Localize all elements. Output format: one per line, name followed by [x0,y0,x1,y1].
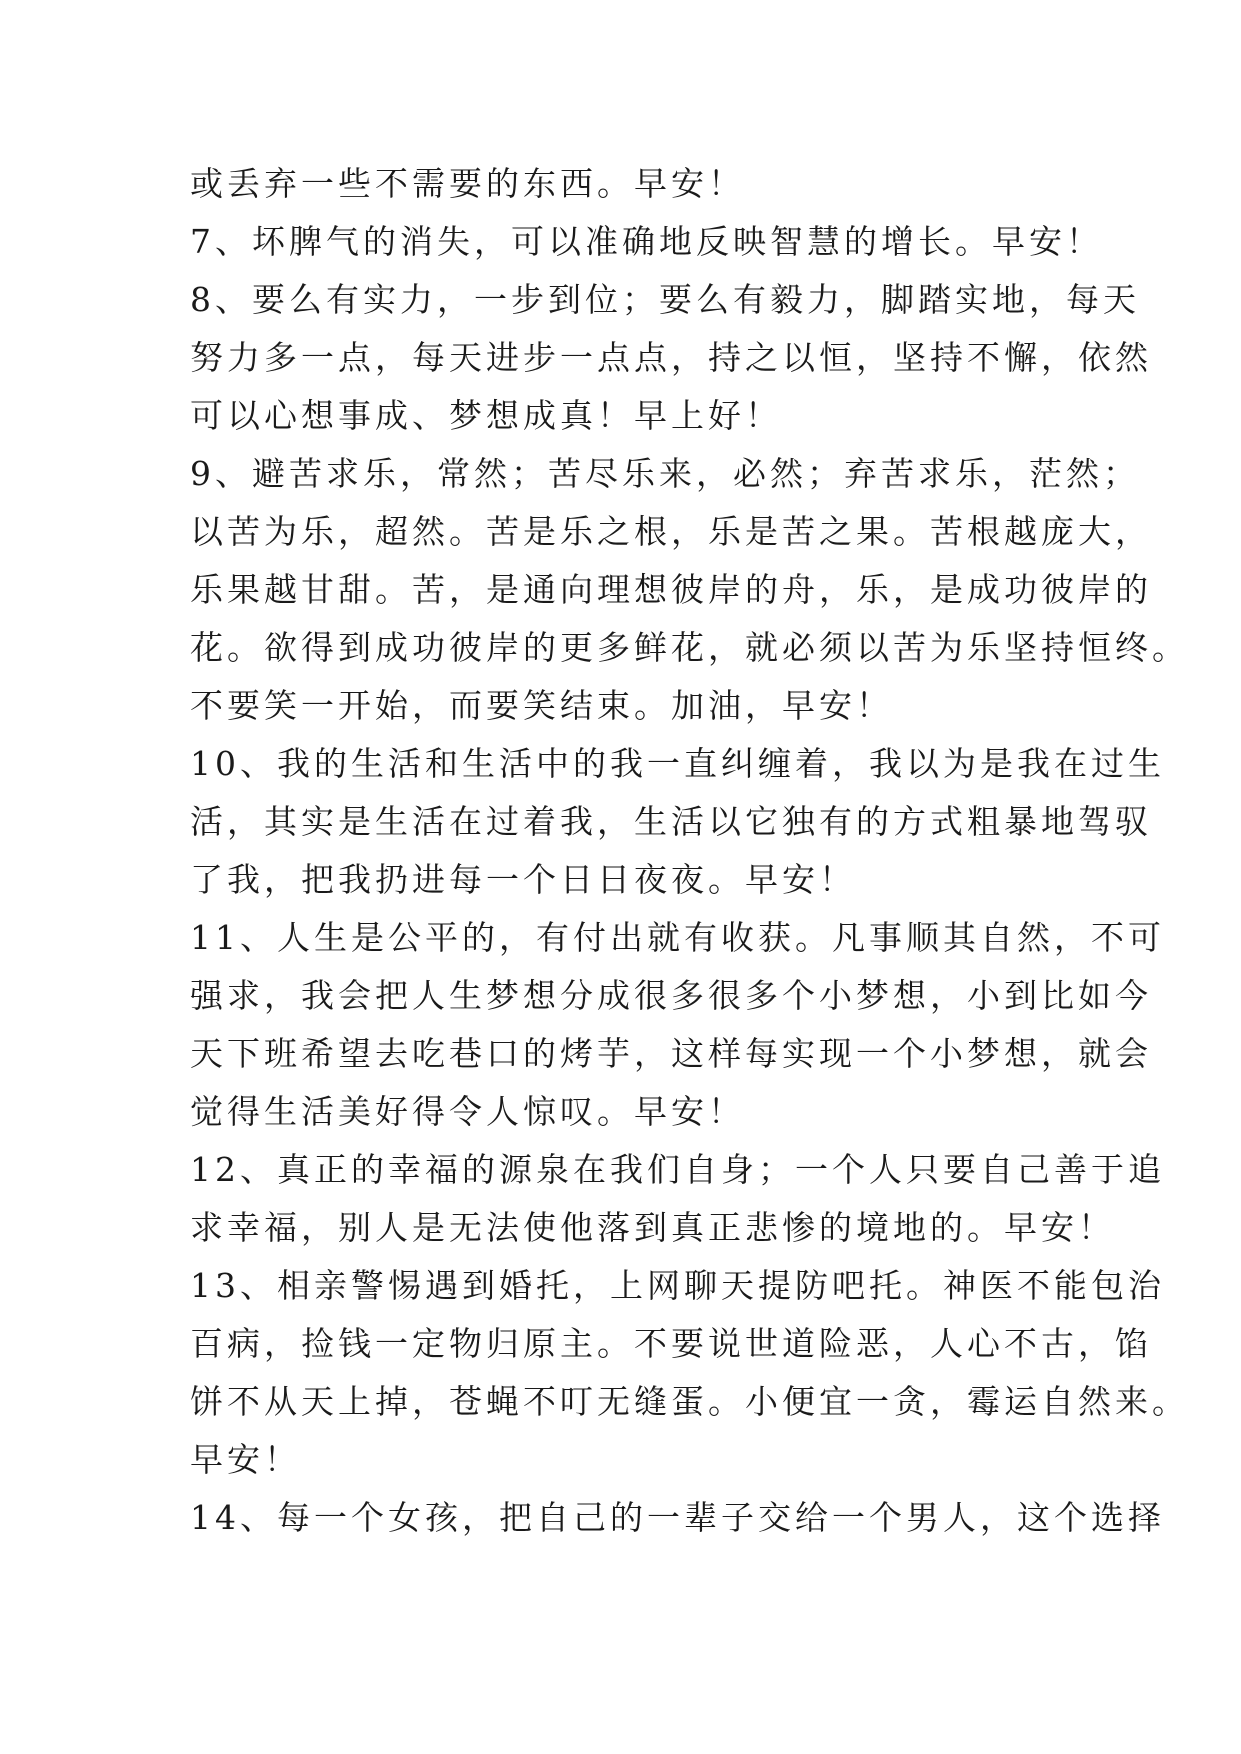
document-body [190,155,1189,1547]
text-line: 饼不从天上掉，苍蝇不叮无缝蛋。小便宜一贪，霉运自然来。 [190,1382,1189,1421]
text-line: 12、真正的幸福的源泉在我们自身；一个人只要自己善于追 [190,1150,1165,1189]
text-line: 或丢弃一些不需要的东西。早安！ [190,164,745,203]
text-line: 9、避苦求乐，常然；苦尽乐来，必然；弃苦求乐，茫然； [190,454,1140,493]
text-line: 百病，捡钱一定物归原主。不要说世道险恶，人心不古，馅 [190,1324,1152,1363]
text-line: 花。欲得到成功彼岸的更多鲜花，就必须以苦为乐坚持恒终。 [190,628,1189,667]
text-line: 求幸福，别人是无法使他落到真正悲惨的境地的。早安！ [190,1208,1115,1247]
text-line: 活，其实是生活在过着我，生活以它独有的方式粗暴地驾驭 [190,802,1152,841]
text-line: 可以心想事成、梦想成真！早上好！ [190,396,782,435]
text-line: 强求，我会把人生梦想分成很多很多个小梦想，小到比如今 [190,976,1152,1015]
text-line: 乐果越甘甜。苦，是通向理想彼岸的舟，乐，是成功彼岸的 [190,570,1152,609]
text-line: 13、相亲警惕遇到婚托，上网聊天提防吧托。神医不能包治 [190,1266,1165,1305]
text-line: 早安！ [190,1440,301,1479]
text-line: 10、我的生活和生活中的我一直纠缠着，我以为是我在过生 [190,744,1165,783]
text-line: 14、每一个女孩，把自己的一辈子交给一个男人，这个选择 [190,1498,1165,1537]
text-line: 不要笑一开始，而要笑结束。加油，早安！ [190,686,893,725]
text-line: 8、要么有实力，一步到位；要么有毅力，脚踏实地，每天 [190,280,1140,319]
text-line: 11、人生是公平的，有付出就有收获。凡事顺其自然，不可 [190,918,1165,957]
text-line: 天下班希望去吃巷口的烤芋，这样每实现一个小梦想，就会 [190,1034,1152,1073]
text-line: 了我，把我扔进每一个日日夜夜。早安！ [190,860,856,899]
text-line: 7、坏脾气的消失，可以准确地反映智慧的增长。早安！ [190,222,1103,261]
text-line: 觉得生活美好得令人惊叹。早安！ [190,1092,745,1131]
text-line: 以苦为乐，超然。苦是乐之根，乐是苦之果。苦根越庞大， [190,512,1152,551]
text-line: 努力多一点，每天进步一点点，持之以恒，坚持不懈，依然 [190,338,1152,377]
